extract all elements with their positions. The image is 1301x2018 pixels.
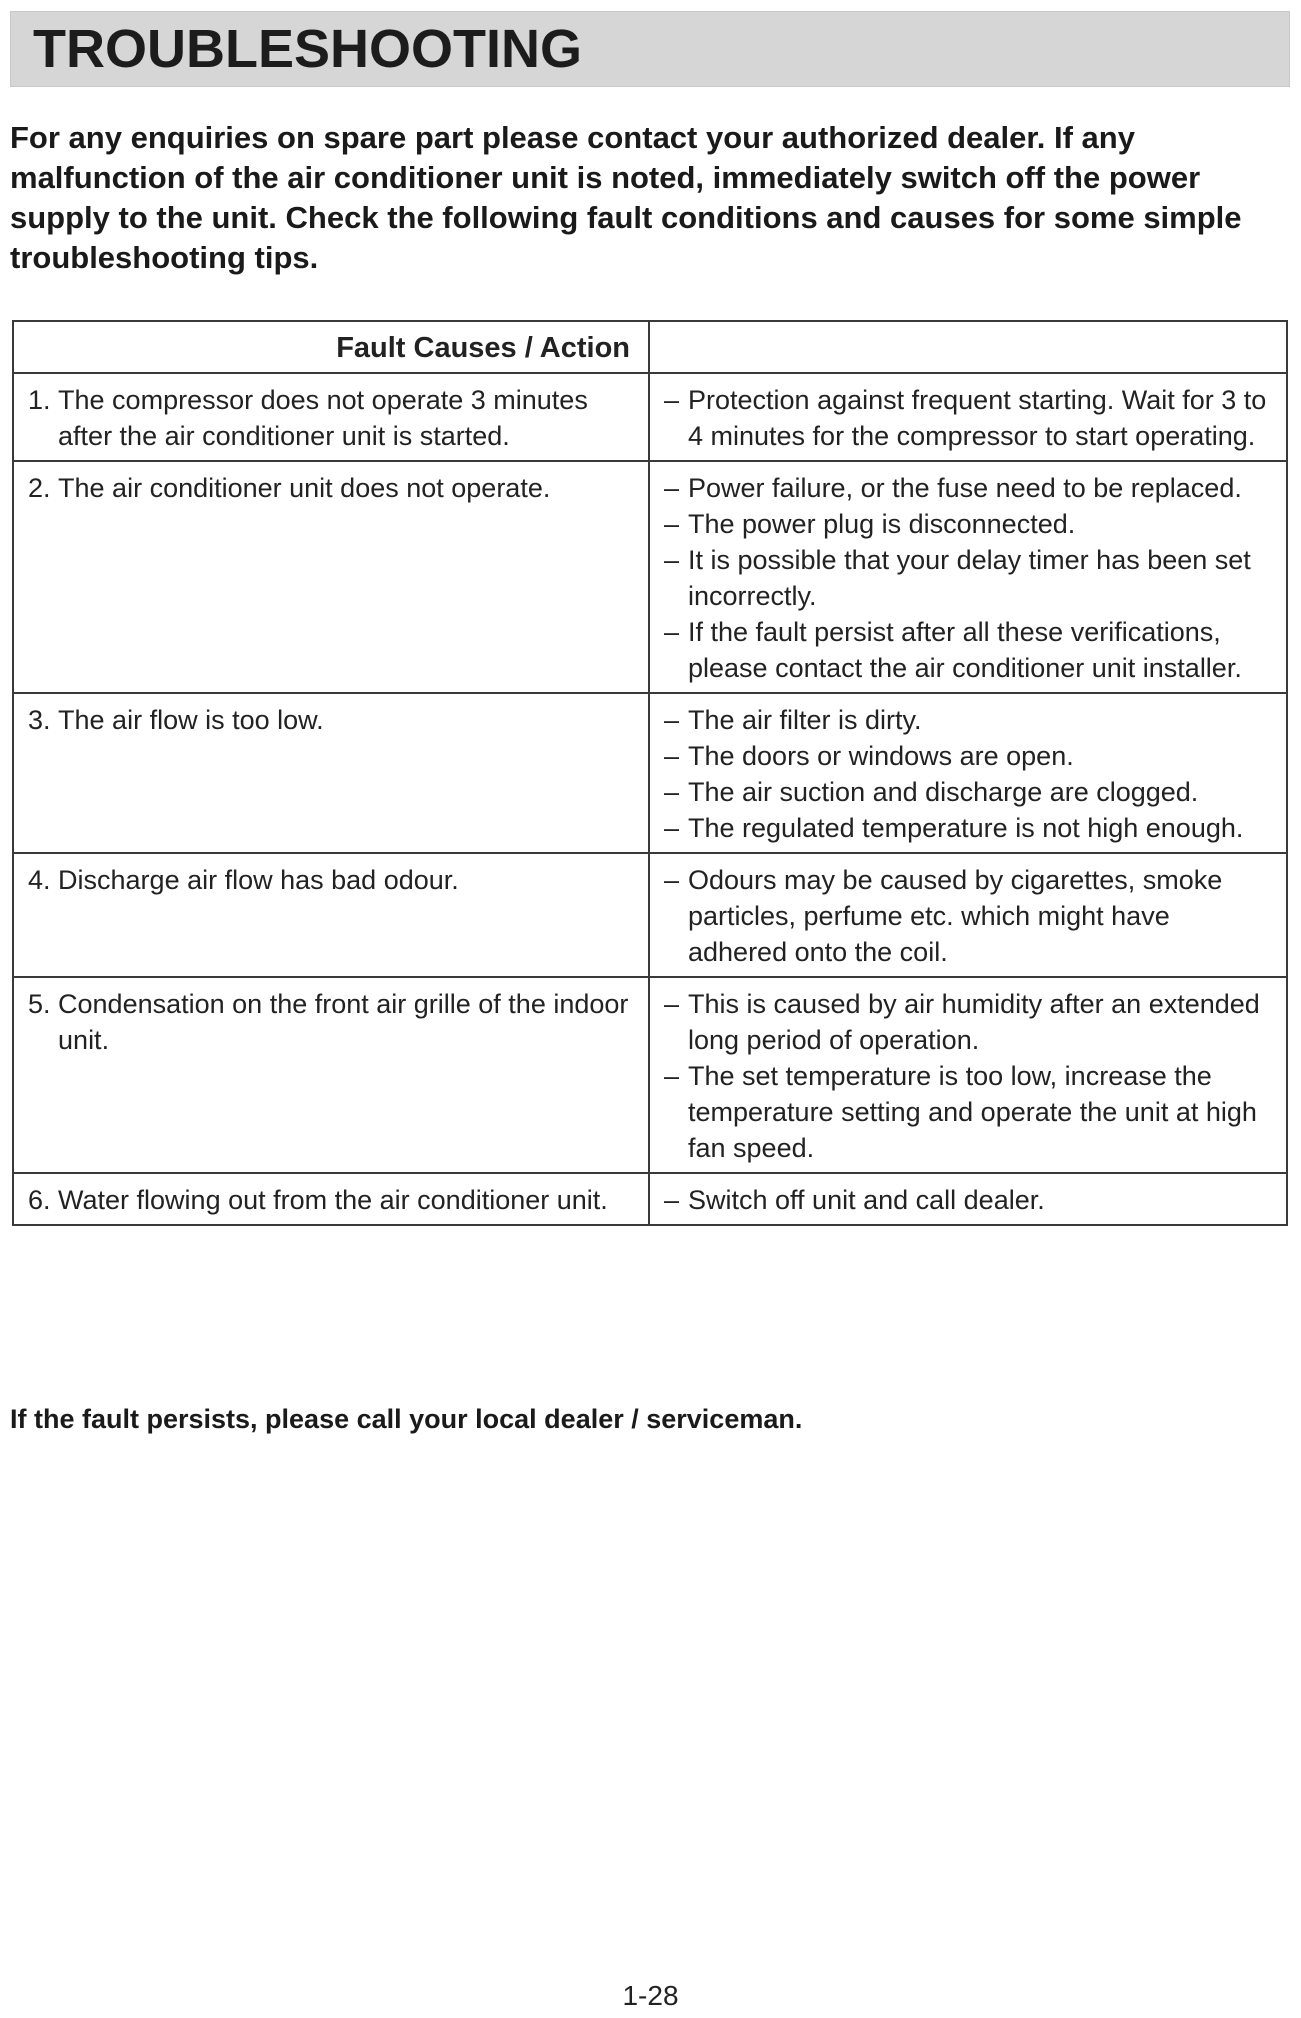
table-row	[13, 461, 1287, 693]
fault-cause-text: Condensation on the front air grille of the indoor unit.	[58, 989, 629, 1055]
action-text: The air filter is dirty.	[688, 705, 922, 735]
action-item	[664, 702, 1272, 738]
fault-number: 4.	[28, 865, 59, 895]
troubleshooting-table	[12, 320, 1288, 1226]
action-item	[664, 774, 1272, 810]
action-item	[664, 542, 1272, 614]
dash-bullet: –	[664, 865, 680, 895]
dash-bullet: –	[664, 741, 680, 771]
action-text: Switch off unit and call dealer.	[688, 1185, 1045, 1215]
action-text: The doors or windows are open.	[688, 741, 1074, 771]
dash-bullet: –	[664, 813, 680, 843]
footer-note: If the fault persists, please call your local dealer / serviceman.	[10, 1404, 803, 1434]
action-item	[664, 1058, 1272, 1166]
fault-cause	[28, 470, 634, 506]
page-number: 1-28	[622, 1980, 679, 2011]
title-bar	[10, 11, 1290, 87]
action-text: Power failure, or the fuse need to be replaced.	[688, 473, 1242, 503]
table-row	[13, 693, 1287, 853]
action-text: Odours may be caused by cigarettes, smoke particles, perfume etc. which might have adhered onto the coil.	[688, 865, 1223, 967]
dash-bullet: –	[664, 777, 680, 807]
fault-number: 3.	[28, 705, 59, 735]
action-text: The air suction and discharge are clogged.	[688, 777, 1199, 807]
fault-cause-cell	[13, 461, 649, 693]
table-row	[13, 853, 1287, 977]
table-row	[13, 1173, 1287, 1225]
dash-bullet: –	[664, 385, 680, 415]
dash-bullet: –	[664, 617, 680, 647]
action-item	[664, 986, 1272, 1058]
action-list	[664, 1182, 1272, 1218]
fault-number: 6.	[28, 1185, 59, 1215]
action-item	[664, 862, 1272, 970]
fault-cause	[28, 1182, 634, 1218]
fault-cause-text: The air conditioner unit does not operate.	[58, 473, 551, 503]
action-text: This is caused by air humidity after an extended long period of operation.	[688, 989, 1260, 1055]
dash-bullet: –	[664, 1185, 680, 1215]
fault-cause-cell	[13, 977, 649, 1173]
action-item	[664, 738, 1272, 774]
action-text: If the fault persist after all these verifications, please contact the air conditioner unit installer.	[688, 617, 1242, 683]
table-row	[13, 373, 1287, 461]
dash-bullet: –	[664, 545, 680, 575]
fault-cause	[28, 702, 634, 738]
page-title: TROUBLESHOOTING	[33, 19, 582, 79]
table-row	[13, 977, 1287, 1173]
fault-cause-text: The air flow is too low.	[58, 705, 324, 735]
action-cell	[649, 977, 1287, 1173]
table-body	[13, 373, 1287, 1225]
fault-cause	[28, 862, 634, 898]
fault-cause-cell	[13, 693, 649, 853]
action-cell	[649, 693, 1287, 853]
action-text: The power plug is disconnected.	[688, 509, 1076, 539]
action-item	[664, 470, 1272, 506]
fault-cause-text: The compressor does not operate 3 minutes after the air conditioner unit is started.	[58, 385, 588, 451]
fault-number: 5.	[28, 989, 59, 1019]
action-list	[664, 862, 1272, 970]
action-list	[664, 470, 1272, 686]
fault-cause-cell	[13, 373, 649, 461]
action-list	[664, 382, 1272, 454]
fault-number: 1.	[28, 385, 59, 415]
action-list	[664, 986, 1272, 1166]
action-item	[664, 1182, 1272, 1218]
action-text: It is possible that your delay timer has been set incorrectly.	[688, 545, 1251, 611]
fault-cause	[28, 382, 634, 454]
dash-bullet: –	[664, 1061, 680, 1091]
action-item	[664, 614, 1272, 686]
action-list	[664, 702, 1272, 846]
fault-cause-text: Discharge air flow has bad odour.	[58, 865, 459, 895]
fault-cause-text: Water flowing out from the air conditioner unit.	[58, 1185, 608, 1215]
dash-bullet: –	[664, 989, 680, 1019]
fault-cause-cell	[13, 853, 649, 977]
intro-paragraph: For any enquiries on spare part please contact your authorized dealer. If any malfunction of the air conditioner unit is noted, immediately switch off the power supply to the unit. Check the following fault conditions and causes for some simple troubleshooting tips.	[10, 120, 1242, 275]
action-cell	[649, 1173, 1287, 1225]
action-cell	[649, 373, 1287, 461]
action-cell	[649, 461, 1287, 693]
dash-bullet: –	[664, 705, 680, 735]
table-header-row	[13, 321, 1287, 373]
fault-cause	[28, 986, 634, 1058]
action-item	[664, 506, 1272, 542]
dash-bullet: –	[664, 473, 680, 503]
header-empty	[649, 321, 1287, 373]
fault-cause-cell	[13, 1173, 649, 1225]
action-cell	[649, 853, 1287, 977]
header-fault-causes-action: Fault Causes / Action	[13, 321, 649, 373]
action-item	[664, 382, 1272, 454]
action-text: The regulated temperature is not high enough.	[688, 813, 1244, 843]
fault-number: 2.	[28, 473, 59, 503]
action-item	[664, 810, 1272, 846]
action-text: Protection against frequent starting. Wait for 3 to 4 minutes for the compressor to start operating.	[688, 385, 1267, 451]
action-text: The set temperature is too low, increase the temperature setting and operate the unit at high fan speed.	[688, 1061, 1257, 1163]
dash-bullet: –	[664, 509, 680, 539]
